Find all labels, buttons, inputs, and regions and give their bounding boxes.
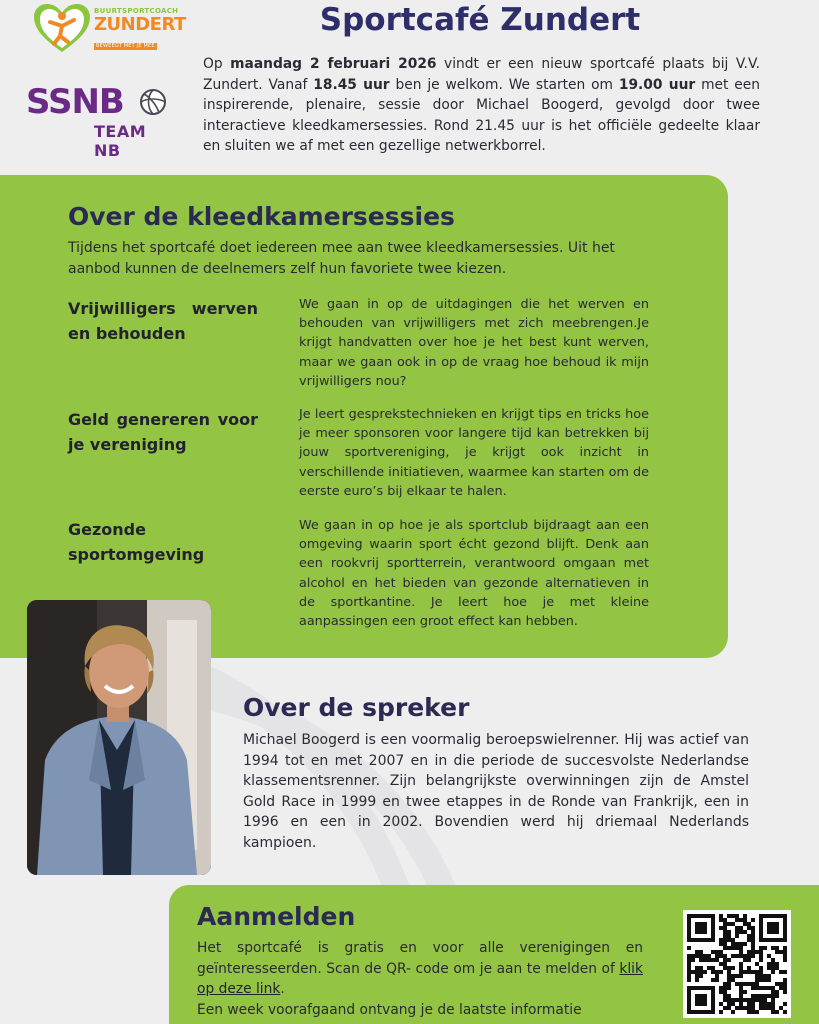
volleyball-icon [139,88,167,116]
aanmelden-heading: Aanmelden [197,902,356,931]
spreker-heading: Over de spreker [243,693,470,722]
intro-highlight: 19.00 uur [618,76,696,93]
intro-text: ben je welkom. We starten om [389,76,619,93]
session-title: Gezonde sportomgeving [68,520,205,564]
ssnb-logo [26,82,176,160]
intro-paragraph [203,54,760,157]
ssnb-wordmark: SSNB [26,82,124,122]
session-title: Vrijwilligers werven en behouden [68,299,258,343]
heart-figure-icon [32,2,92,56]
aanmelden-body: Het sportcafé is gratis en voor alle verenigingen en geïnteresseerden. Scan de QR- code om je aan te melden of [197,940,643,977]
aanmelden-punct: . [280,981,285,997]
intro-highlight: 18.45 uur [313,76,390,93]
signup-link[interactable]: klik op deze link [197,960,643,997]
logo-subtitle: BUURTSPORTCOACH [94,7,179,15]
intro-highlight: maandag 2 februari 2026 [230,56,437,72]
aanmelden-note: Een week voorafgaand ontvang je de laatste informatie [197,1002,582,1018]
intro-text: Op [203,56,231,72]
kleedkamer-intro: Tijdens het sportcafé doet iedereen mee aan twee kleedkamersessies. Uit het aanbod kunnen de deelnemers zelf hun favoriete twee kiezen. [68,240,615,277]
ssnb-team-label: TEAM NB [94,122,147,160]
session-title: Geld genereren voor je vereniging [68,410,258,454]
speaker-photo [27,600,211,875]
spreker-bio: Michael Boogerd is een voormalig beroepswielrenner. Hij was actief van 1994 tot en met 2007 en in die periode de succesvolste Nederlandse klassementsrenner. Zijn belangrijkste overwinningen zijn de Amstel Gold Race in 1999 en twee etappes in de Ronde van Frankrijk, een in 1996 en een in 2002. Bovendien werd hij driemaal Nederlands kampioen. [243,732,749,851]
qr-code[interactable] [683,910,791,1018]
page-title: Sportcafé Zundert [319,2,641,38]
logo-wordmark: ZUNDERT [94,14,186,35]
session-description: We gaan in op de uitdagingen die het werven en behouden van vrijwilligers met zich meebrengen.Je krijgt handvatten over hoe je het best kunt werven, maar we gaan ook in op de vraag hoe behoud ik mijn vrijwilligers nou? [299,297,649,389]
intro-text: vindt er een nieuw sportcafé plaats bij V.V. Zundert. Vanaf [203,56,760,93]
buurtsportcoach-logo [32,2,186,58]
aanmelden-text [197,938,643,1000]
logo-tagline: BEWEEGT MET JE MEE [96,43,155,49]
session-description: We gaan in op hoe je als sportclub bijdraagt aan een omgeving waarin sport écht gezond blijft. Denk aan een rookvrij sportterrein, verantwoord omgaan met alcohol en het bieden van gezonde alternatieven in de sportkantine. Je leert hoe je met kleine aanpassingen een groot effect kan hebben. [299,518,649,630]
session-description: Je leert gesprekstechnieken en krijgt tips en tricks hoe je meer sponsoren voor langere tijd kan betrekken bij jouw sportvereniging, je krijgt ook inzicht in verschillende initiatieven, waarmee kan starten om de eerste euro’s bij elkaar te halen. [299,407,649,499]
intro-text: met een inspirerende, plenaire, sessie door Michael Boogerd, gevolgd door twee interactieve kleedkamersessies. Rond 21.45 uur is het officiële gedeelte klaar en sluiten we af met een gezellige netwerkborrel. [203,76,760,154]
kleedkamer-heading: Over de kleedkamersessies [68,202,455,231]
